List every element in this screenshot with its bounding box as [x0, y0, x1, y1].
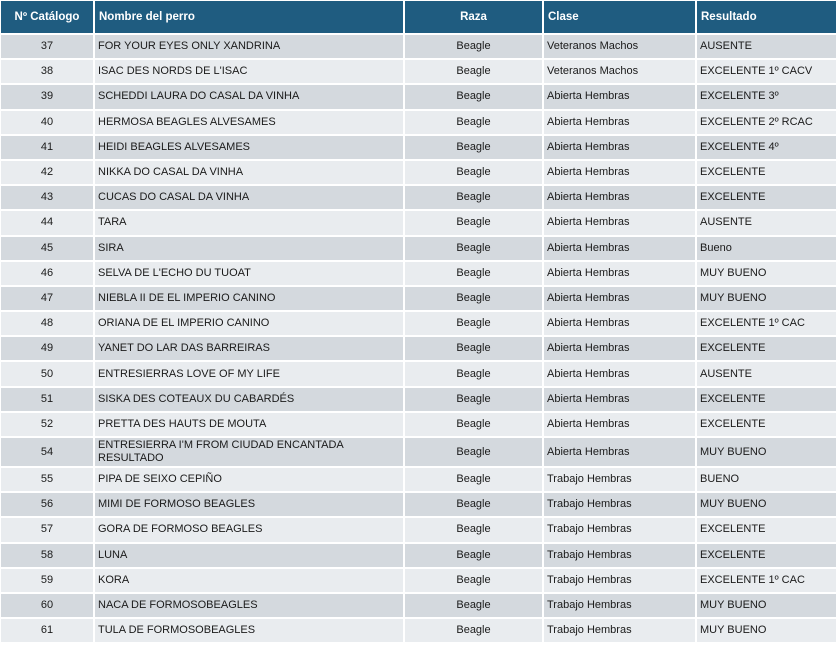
table-row [1, 388, 836, 413]
cell-dog-name: MIMI DE FORMOSO BEAGLES [95, 493, 405, 518]
table-row [1, 161, 836, 186]
cell-result: EXCELENTE [697, 413, 836, 438]
cell-result: AUSENTE [697, 211, 836, 236]
cell-class: Abierta Hembras [544, 337, 697, 362]
cell-class: Abierta Hembras [544, 186, 697, 211]
results-table [1, 1, 836, 644]
cell-breed: Beagle [405, 518, 544, 543]
cell-class: Veteranos Machos [544, 60, 697, 85]
cell-catalog-number: 52 [1, 413, 95, 438]
cell-class: Abierta Hembras [544, 161, 697, 186]
header-result: Resultado [697, 1, 836, 35]
cell-result: MUY BUENO [697, 262, 836, 287]
table-header [1, 1, 836, 35]
cell-class: Abierta Hembras [544, 438, 697, 468]
cell-result: EXCELENTE [697, 544, 836, 569]
cell-dog-name: NIKKA DO CASAL DA VINHA [95, 161, 405, 186]
cell-dog-name: YANET DO LAR DAS BARREIRAS [95, 337, 405, 362]
cell-class: Abierta Hembras [544, 211, 697, 236]
cell-result: Bueno [697, 237, 836, 262]
cell-breed: Beagle [405, 85, 544, 110]
cell-class: Trabajo Hembras [544, 619, 697, 644]
cell-dog-name: KORA [95, 569, 405, 594]
table-row [1, 35, 836, 60]
cell-catalog-number: 61 [1, 619, 95, 644]
table-row [1, 594, 836, 619]
cell-dog-name: NIEBLA II DE EL IMPERIO CANINO [95, 287, 405, 312]
cell-dog-name: TULA DE FORMOSOBEAGLES [95, 619, 405, 644]
cell-result: EXCELENTE [697, 337, 836, 362]
cell-breed: Beagle [405, 262, 544, 287]
cell-result: EXCELENTE 1º CAC [697, 569, 836, 594]
cell-catalog-number: 46 [1, 262, 95, 287]
cell-breed: Beagle [405, 594, 544, 619]
cell-breed: Beagle [405, 619, 544, 644]
table-row [1, 413, 836, 438]
cell-class: Abierta Hembras [544, 312, 697, 337]
cell-class: Veteranos Machos [544, 35, 697, 60]
cell-breed: Beagle [405, 211, 544, 236]
cell-breed: Beagle [405, 136, 544, 161]
cell-catalog-number: 47 [1, 287, 95, 312]
cell-breed: Beagle [405, 493, 544, 518]
cell-catalog-number: 43 [1, 186, 95, 211]
cell-class: Trabajo Hembras [544, 493, 697, 518]
cell-breed: Beagle [405, 161, 544, 186]
cell-dog-name: PIPA DE SEIXO CEPIÑO [95, 468, 405, 493]
cell-class: Trabajo Hembras [544, 569, 697, 594]
cell-catalog-number: 40 [1, 111, 95, 136]
cell-catalog-number: 37 [1, 35, 95, 60]
cell-result: AUSENTE [697, 362, 836, 387]
cell-dog-name: HEIDI BEAGLES ALVESAMES [95, 136, 405, 161]
header-class: Clase [544, 1, 697, 35]
cell-catalog-number: 60 [1, 594, 95, 619]
cell-result: MUY BUENO [697, 493, 836, 518]
cell-dog-name: LUNA [95, 544, 405, 569]
cell-result: MUY BUENO [697, 594, 836, 619]
cell-catalog-number: 59 [1, 569, 95, 594]
cell-dog-name: ENTRESIERRA I'M FROM CIUDAD ENCANTADA RESULTADO [95, 438, 405, 468]
cell-class: Trabajo Hembras [544, 518, 697, 543]
cell-class: Abierta Hembras [544, 262, 697, 287]
cell-class: Abierta Hembras [544, 362, 697, 387]
cell-breed: Beagle [405, 544, 544, 569]
table-row [1, 362, 836, 387]
cell-catalog-number: 56 [1, 493, 95, 518]
table-row [1, 136, 836, 161]
table-row [1, 111, 836, 136]
cell-catalog-number: 45 [1, 237, 95, 262]
cell-catalog-number: 38 [1, 60, 95, 85]
cell-breed: Beagle [405, 413, 544, 438]
table-row [1, 262, 836, 287]
cell-result: EXCELENTE 1º CACV [697, 60, 836, 85]
cell-catalog-number: 39 [1, 85, 95, 110]
table-row [1, 619, 836, 644]
cell-catalog-number: 42 [1, 161, 95, 186]
cell-result: BUENO [697, 468, 836, 493]
cell-class: Trabajo Hembras [544, 544, 697, 569]
cell-result: MUY BUENO [697, 287, 836, 312]
table-row [1, 518, 836, 543]
table-row [1, 544, 836, 569]
cell-class: Trabajo Hembras [544, 594, 697, 619]
cell-breed: Beagle [405, 287, 544, 312]
cell-breed: Beagle [405, 468, 544, 493]
cell-breed: Beagle [405, 388, 544, 413]
cell-breed: Beagle [405, 35, 544, 60]
cell-breed: Beagle [405, 569, 544, 594]
cell-result: MUY BUENO [697, 619, 836, 644]
cell-breed: Beagle [405, 111, 544, 136]
cell-catalog-number: 44 [1, 211, 95, 236]
cell-dog-name: TARA [95, 211, 405, 236]
cell-result: EXCELENTE 2º RCAC [697, 111, 836, 136]
cell-dog-name: SIRA [95, 237, 405, 262]
cell-breed: Beagle [405, 438, 544, 468]
cell-catalog-number: 50 [1, 362, 95, 387]
table-row [1, 211, 836, 236]
table-row [1, 60, 836, 85]
cell-result: EXCELENTE 1º CAC [697, 312, 836, 337]
table-row [1, 287, 836, 312]
cell-catalog-number: 55 [1, 468, 95, 493]
cell-class: Abierta Hembras [544, 237, 697, 262]
header-row [1, 1, 836, 35]
cell-class: Abierta Hembras [544, 413, 697, 438]
cell-breed: Beagle [405, 186, 544, 211]
table-row [1, 237, 836, 262]
table-body [1, 35, 836, 644]
table-row [1, 85, 836, 110]
table-row [1, 186, 836, 211]
cell-breed: Beagle [405, 337, 544, 362]
cell-catalog-number: 51 [1, 388, 95, 413]
cell-dog-name: NACA DE FORMOSOBEAGLES [95, 594, 405, 619]
cell-result: EXCELENTE [697, 186, 836, 211]
cell-dog-name: SCHEDDI LAURA DO CASAL DA VINHA [95, 85, 405, 110]
cell-dog-name: ISAC DES NORDS DE L'ISAC [95, 60, 405, 85]
cell-catalog-number: 54 [1, 438, 95, 468]
cell-result: AUSENTE [697, 35, 836, 60]
header-catalog-number: Nº Catálogo [1, 1, 95, 35]
header-dog-name: Nombre del perro [95, 1, 405, 35]
table-row [1, 493, 836, 518]
cell-breed: Beagle [405, 312, 544, 337]
cell-result: EXCELENTE 3º [697, 85, 836, 110]
cell-catalog-number: 48 [1, 312, 95, 337]
cell-result: MUY BUENO [697, 438, 836, 468]
table-row [1, 312, 836, 337]
cell-catalog-number: 57 [1, 518, 95, 543]
header-breed: Raza [405, 1, 544, 35]
cell-result: EXCELENTE [697, 388, 836, 413]
cell-result: EXCELENTE [697, 161, 836, 186]
table-row [1, 569, 836, 594]
cell-class: Abierta Hembras [544, 85, 697, 110]
cell-dog-name: FOR YOUR EYES ONLY XANDRINA [95, 35, 405, 60]
cell-catalog-number: 58 [1, 544, 95, 569]
cell-dog-name: CUCAS DO CASAL DA VINHA [95, 186, 405, 211]
cell-catalog-number: 41 [1, 136, 95, 161]
cell-dog-name: ENTRESIERRAS LOVE OF MY LIFE [95, 362, 405, 387]
cell-breed: Beagle [405, 237, 544, 262]
cell-result: EXCELENTE 4º [697, 136, 836, 161]
cell-dog-name: GORA DE FORMOSO BEAGLES [95, 518, 405, 543]
cell-breed: Beagle [405, 362, 544, 387]
cell-result: EXCELENTE [697, 518, 836, 543]
cell-class: Abierta Hembras [544, 388, 697, 413]
cell-dog-name: ORIANA DE EL IMPERIO CANINO [95, 312, 405, 337]
cell-class: Abierta Hembras [544, 111, 697, 136]
cell-dog-name: SISKA DES COTEAUX DU CABARDÉS [95, 388, 405, 413]
table-row [1, 337, 836, 362]
cell-class: Abierta Hembras [544, 136, 697, 161]
cell-dog-name: SELVA DE L'ECHO DU TUOAT [95, 262, 405, 287]
table-row [1, 438, 836, 468]
cell-dog-name: PRETTA DES HAUTS DE MOUTA [95, 413, 405, 438]
table-row [1, 468, 836, 493]
cell-breed: Beagle [405, 60, 544, 85]
cell-catalog-number: 49 [1, 337, 95, 362]
cell-dog-name: HERMOSA BEAGLES ALVESAMES [95, 111, 405, 136]
cell-class: Abierta Hembras [544, 287, 697, 312]
cell-class: Trabajo Hembras [544, 468, 697, 493]
